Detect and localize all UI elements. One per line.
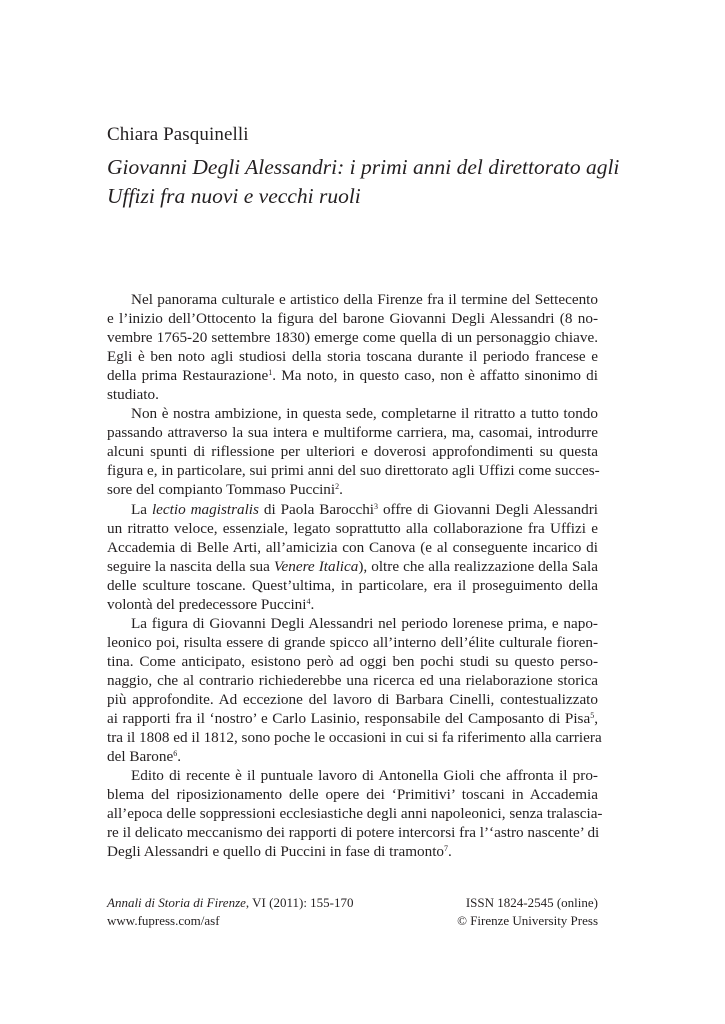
text-line — [107, 385, 598, 404]
text-line — [107, 785, 598, 804]
text-run: offre di Giovanni Degli Alessandri — [378, 500, 598, 518]
paragraph — [107, 614, 602, 766]
text-line — [107, 500, 598, 519]
footnote-ref: 5 — [590, 711, 595, 721]
text-run: seguire la nascita della sua — [107, 557, 274, 575]
text-run: del Barone — [107, 748, 174, 766]
text-line — [107, 595, 598, 614]
text-line — [107, 309, 598, 328]
text-line — [107, 633, 598, 652]
text-run: passando attraverso la sua intera e multiforme carriera, ma, casomai, introdurre — [107, 424, 598, 442]
text-run: tra il 1808 ed il 1812, sono poche le occasioni in cui si fa riferimento alla carriera — [107, 729, 602, 747]
text-run: Egli è ben noto agli studiosi della storia toscana durante il periodo francese e — [107, 348, 598, 366]
text-run: , — [594, 710, 598, 728]
text-line — [107, 690, 598, 709]
text-line — [107, 557, 598, 576]
text-run: un ritratto veloce, essenziale, legato soprattutto alla collaborazione fra Uffizi e — [107, 519, 598, 537]
footnote-ref: 1 — [268, 368, 273, 378]
text-run: Degli Alessandri e quello di Puccini in fase di tramonto — [107, 843, 445, 861]
text-line — [107, 423, 598, 442]
text-line — [107, 576, 598, 595]
text-run: all’epoca delle soppressioni ecclesiastiche degli anni napoleonici, senza tralascia- — [107, 805, 603, 823]
text-run: studiato. — [107, 386, 159, 404]
paragraph — [107, 290, 598, 404]
text-line — [107, 404, 598, 423]
text-run: . — [339, 481, 343, 499]
text-run: naggio, che al contrario richiederebbe una ricerca ed una rielaborazione storica — [107, 671, 598, 689]
text-run: e l’inizio dell’Ottocento la figura del barone Giovanni Degli Alessandri (8 no- — [107, 310, 598, 328]
text-run: sore del compianto Tommaso Puccini — [107, 481, 336, 499]
text-run: blema del riposizionamento delle opere dei ‘Primitivi’ toscani in Accademia — [107, 786, 598, 804]
text-line — [107, 538, 598, 557]
text-run: Accademia di Belle Arti, all’amicizia con Canova (e al conseguente incarico di — [107, 538, 598, 556]
text-run: . Ma noto, in questo caso, non è affatto sinonimo di — [272, 367, 598, 385]
title-line: Uffizi fra nuovi e vecchi ruoli — [107, 184, 361, 208]
text-run: più approfondite. Ad eccezione del lavoro di Barbara Cinelli, contestualizzato — [107, 690, 598, 708]
text-run: tina. Come anticipato, esistono però ad oggi ben pochi studi su questo perso- — [107, 652, 598, 670]
text-run: re il delicato meccanismo dei rapporti di potere intercorsi fra l’‘astro nascente’ di — [107, 824, 600, 842]
text-line — [107, 709, 598, 728]
text-run: leonico poi, risulta essere di grande spicco all’interno dell’élite culturale fioren- — [107, 633, 598, 651]
text-line — [107, 461, 598, 480]
paragraph — [107, 766, 603, 861]
footnote-ref: 6 — [173, 749, 178, 759]
text-line — [107, 728, 602, 747]
paragraph — [107, 500, 598, 614]
text-line — [107, 823, 598, 842]
text-run: figura e, in particolare, sui primi anni del suo direttorato agli Uffizi come succes- — [107, 462, 600, 480]
text-run: delle sculture toscane. Quest’ultima, in particolare, era il proseguimento della — [107, 576, 598, 594]
text-run: . — [310, 595, 315, 613]
text-line — [107, 347, 598, 366]
text-line — [107, 366, 598, 385]
text-run: ), oltre che alla realizzazione della Sala — [358, 557, 598, 575]
text-line — [107, 652, 598, 671]
text-line — [107, 671, 598, 690]
text-line — [107, 442, 598, 461]
text-run: ai rapporti fra il ‘nostro’ e Carlo Lasinio, responsabile del Camposanto di Pisa — [107, 710, 591, 728]
article-title — [107, 153, 627, 211]
copyright: © Firenze University Press — [457, 913, 598, 928]
text-line — [107, 328, 598, 347]
text-line — [107, 766, 598, 785]
text-run: La figura di Giovanni Degli Alessandri nel periodo lorenese prima, e napo- — [131, 614, 598, 632]
title-line: Giovanni Degli Alessandri: i primi anni del direttorato agli — [107, 155, 620, 179]
footer-citation-block — [107, 894, 354, 930]
text-line — [107, 747, 598, 766]
italic-run: Venere Italica — [273, 557, 359, 575]
text-run: . — [448, 843, 452, 861]
footer-publisher-block — [457, 894, 598, 930]
footnote-ref: 7 — [444, 844, 449, 854]
text-line — [107, 290, 598, 309]
text-run: della prima Restaurazione — [107, 367, 269, 385]
text-run: volontà del predecessore Puccini — [107, 595, 307, 613]
footnote-ref: 4 — [306, 596, 311, 606]
italic-run: lectio magistralis — [151, 500, 259, 518]
text-line — [107, 614, 598, 633]
issn: ISSN 1824-2545 (online) — [465, 895, 598, 910]
text-run: alcuni spunti di riflessione per ulteriori e doverosi approfondimenti su questa — [107, 443, 598, 461]
text-line — [107, 804, 603, 823]
text-run: Edito di recente è il puntuale lavoro di Antonella Gioli che affronta il pro- — [131, 767, 598, 785]
footnote-ref: 2 — [335, 482, 340, 492]
journal-name: Annali di Storia di Firenze — [107, 895, 246, 910]
text-line — [107, 842, 598, 861]
journal-volume-pages: , VI (2011): 155-170 — [245, 895, 354, 910]
text-run: . — [177, 748, 182, 766]
author-name: Chiara Pasquinelli — [107, 124, 249, 145]
article-body — [107, 290, 603, 861]
text-run: La — [131, 500, 152, 518]
journal-url: www.fupress.com/asf — [107, 913, 220, 928]
text-run: Nel panorama culturale e artistico della Firenze fra il termine del Settecento — [131, 291, 598, 308]
paragraph — [107, 404, 598, 499]
journal-citation — [107, 894, 354, 912]
footnote-ref: 3 — [374, 501, 379, 511]
text-run: Non è nostra ambizione, in questa sede, completarne il ritratto a tutto tondo — [131, 405, 598, 423]
text-run: di Paola Barocchi — [258, 500, 375, 518]
text-run: vembre 1765-20 settembre 1830) emerge come quella di un personaggio chiave. — [107, 329, 598, 347]
text-line — [107, 480, 598, 499]
text-line — [107, 519, 598, 538]
